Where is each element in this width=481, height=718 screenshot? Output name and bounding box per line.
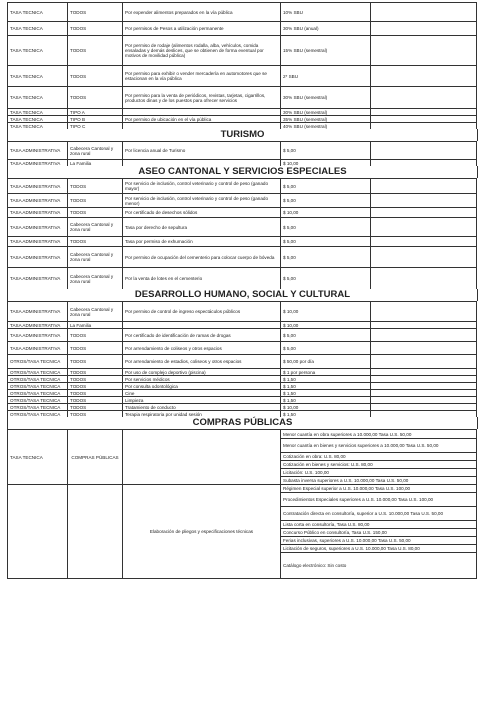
concept-cell: Por uso de complejo deportivo (piscina) [123, 369, 281, 376]
zone-cell: TODOS [68, 194, 123, 208]
concept-cell: Tasa por derecho de sepultura [123, 218, 281, 237]
tax-type-cell: OTROS/TASA TECNICA [8, 397, 68, 404]
table-row [8, 22, 477, 36]
notes-cell [371, 109, 477, 116]
fee-item-cell: Catálogo electrónico: Sin costo [281, 553, 477, 579]
tax-type-cell: TASA ADMINISTRATIVA [8, 179, 68, 194]
zone-cell: La Familia [68, 322, 123, 329]
zone-cell: Cabecera Cantonal y zona rural [68, 247, 123, 268]
fee-item-cell: Licitación de seguros, superiores a U.S. 10.000,00 Tasa U.S. 80,00 [281, 545, 477, 553]
tax-type-cell: OTROS/TASA TECNICA [8, 355, 68, 369]
amount-cell: $ 1,50 [281, 411, 371, 418]
amount-cell: 30% SBU (semestral) [281, 87, 371, 109]
concept-cell: Cine [123, 390, 281, 397]
tax-type-cell: TASA TECNICA [8, 3, 68, 22]
zone-cell: TODOS [68, 390, 123, 397]
table-row [8, 116, 477, 123]
zone-cell: TIPO C [68, 123, 123, 130]
amount-cell: $ 1,50 [281, 376, 371, 383]
concept-cell: Por permiso de ocupación del cementerio para colocar cuerpo de bóveda [123, 247, 281, 268]
amount-cell: 40% SBU (semestral) [281, 123, 371, 130]
table-row [8, 390, 477, 397]
amount-cell: 2* SBU [281, 66, 371, 87]
table-row [8, 383, 477, 390]
amount-cell: $ 10,00 [281, 404, 371, 411]
table-row [8, 3, 477, 22]
table-row [8, 109, 477, 116]
amount-cell: $ 5,00 [281, 142, 371, 160]
amount-cell: $ 5,00 [281, 247, 371, 268]
concept-cell [123, 109, 281, 116]
concept-cell: Por permiso de rodaje (alimentos rodalla, alba, vehículos, comida ensaladas y demás deslices, que se obtienen de forma eventual por motivos de movilidad pública) [123, 36, 281, 66]
table-row [8, 322, 477, 329]
concept-cell: Por servicio de inclusión, control veterinario y control de peso (ganado mayor) [123, 179, 281, 194]
amount-cell: $ 5,00 [281, 342, 371, 355]
zone-cell: TIPO A [68, 109, 123, 116]
fee-table [7, 178, 477, 290]
amount-cell: $ 50,00 por día [281, 355, 371, 369]
notes-cell [371, 322, 477, 329]
section-heading: TURISMO [7, 129, 478, 141]
table-row [8, 355, 477, 369]
amount-cell: $ 5,00 [281, 268, 371, 290]
concept-cell: Por permiso para exhibir o vender mercadería en automotores que se estacionan en la vía pública [123, 66, 281, 87]
notes-cell [371, 22, 477, 36]
concept-cell: Por la venta de lotes en el cementerio [123, 268, 281, 290]
table-row [8, 342, 477, 355]
table-row [8, 194, 477, 208]
amount-cell: $ 1,50 [281, 397, 371, 404]
fee-item-cell: Régimen Especial superior a U.S. 10.000,00 Tasa U.S. 100,00 [281, 485, 477, 493]
table-row [8, 485, 477, 493]
table-row [8, 36, 477, 66]
notes-cell [371, 342, 477, 355]
fee-item-cell: Menor cuantía en bienes y servicios superiores a 10.000,00 Tasa U.S. 50,00 [281, 439, 477, 453]
amount-cell: 30% SBU (anual) [281, 22, 371, 36]
concept-cell: Por permiso de ubicación en el vía pública [123, 116, 281, 123]
amount-cell: $ 10,00 [281, 160, 371, 167]
tax-type-cell: TASA TECNICA [8, 116, 68, 123]
concept-cell: Por permisos de Pesos a utilización permanente [123, 22, 281, 36]
zone-cell: TODOS [68, 22, 123, 36]
zone-cell: TODOS [68, 208, 123, 218]
zone-cell: TODOS [68, 237, 123, 247]
category-cell: COMPRAS PÚBLICAS [68, 430, 123, 485]
amount-cell: $ 5,00 [281, 329, 371, 342]
concept-cell: Tasa por permiso de exhumación [123, 237, 281, 247]
concept-cell: Por arrendamiento de estadios, coliseos y otros espacios [123, 355, 281, 369]
notes-cell [371, 404, 477, 411]
table-row [8, 376, 477, 383]
table-row [8, 237, 477, 247]
blank-cell [123, 430, 281, 485]
fee-item-cell: Menor cuantía en obra superiores a 10.000,00 Tasa U.S. 50,00 [281, 430, 477, 439]
amount-cell: 10% SBU [281, 3, 371, 22]
notes-cell [371, 208, 477, 218]
zone-cell: TODOS [68, 329, 123, 342]
notes-cell [371, 355, 477, 369]
concept-cell: Por servicios médicos [123, 376, 281, 383]
fee-item-cell: Cotización en obra: U.S. 80,00 [281, 453, 477, 461]
table-row [8, 369, 477, 376]
fee-item-cell: Lista corta en consultoría, Tasa U.S. 80,00 [281, 521, 477, 529]
section-heading: ASEO CANTONAL Y SERVICIOS ESPECIALES [7, 166, 478, 178]
table-row [8, 208, 477, 218]
notes-cell [371, 179, 477, 194]
zone-cell: TODOS [68, 383, 123, 390]
zone-cell: Cabecera Cantonal y zona rural [68, 142, 123, 160]
zone-cell: La Familia [68, 160, 123, 167]
fee-item-cell: Procedimientos Especiales superiores a U.S. 10.000,00 Tasa U.S. 100,00 [281, 493, 477, 507]
notes-cell [371, 36, 477, 66]
concept-cell: Limpieza [123, 397, 281, 404]
notes-cell [371, 268, 477, 290]
tax-type-cell: OTROS/TASA TECNICA [8, 390, 68, 397]
zone-cell: TODOS [68, 404, 123, 411]
notes-cell [371, 3, 477, 22]
concept-cell [123, 322, 281, 329]
table-row [8, 329, 477, 342]
tax-type-cell: TASA ADMINISTRATIVA [8, 322, 68, 329]
tax-type-cell: TASA TECNICA [8, 36, 68, 66]
tax-type-cell: TASA ADMINISTRATIVA [8, 208, 68, 218]
zone-cell: TODOS [68, 3, 123, 22]
tax-type-cell: OTROS/TASA TECNICA [8, 383, 68, 390]
blank-cell [68, 485, 123, 579]
tax-type-cell: TASA TECNICA [8, 109, 68, 116]
concept-cell: Terapia respiratoria por unidad sesión [123, 411, 281, 418]
concept-cell: Por licencia anual de Turismo [123, 142, 281, 160]
table-row [8, 268, 477, 290]
amount-cell: 35% SBU (semestral) [281, 116, 371, 123]
table-row [8, 430, 477, 439]
tax-type-cell: TASA TECNICA [8, 430, 68, 485]
tax-type-cell: TASA ADMINISTRATIVA [8, 218, 68, 237]
zone-cell: TODOS [68, 342, 123, 355]
notes-cell [371, 329, 477, 342]
fee-item-cell: Contratación directa en consultoría, superior a U.S. 10.000,00 Tasa U.S. 50,00 [281, 507, 477, 521]
notes-cell [371, 390, 477, 397]
fee-item-cell: Licitación: U.S. 100,00 [281, 469, 477, 477]
amount-cell: $ 5,00 [281, 237, 371, 247]
tax-type-cell: OTROS/TASA TECNICA [8, 404, 68, 411]
table-row [8, 218, 477, 237]
concept-cell: Por certificado de identificación de ramas de drogas [123, 329, 281, 342]
zone-cell: Cabecera Cantonal y zona rural [68, 218, 123, 237]
fee-item-cell: Cotización en bienes y servicios: U.S. 80,00 [281, 461, 477, 469]
zone-cell: TODOS [68, 36, 123, 66]
tax-type-cell: TASA TECNICA [8, 66, 68, 87]
notes-cell [371, 218, 477, 237]
concept-cell: Por arrendamiento de coliseos y otros espacios [123, 342, 281, 355]
blank-cell [8, 485, 68, 579]
amount-cell: 30% SBU (semestral) [281, 109, 371, 116]
concept-cell: Por expender alimentos preparados en la vía pública [123, 3, 281, 22]
tax-type-cell: OTROS/TASA TECNICA [8, 369, 68, 376]
fee-item-cell: Subasta inversa superiores a U.S. 10.000,00 Tasa U.S. 50,00 [281, 477, 477, 485]
concept-cell: Por certificado de desechos sólidos [123, 208, 281, 218]
notes-cell [371, 397, 477, 404]
table-row [8, 179, 477, 194]
tax-type-cell: TASA TECNICA [8, 22, 68, 36]
tax-type-cell: TASA ADMINISTRATIVA [8, 142, 68, 160]
fee-table [7, 141, 477, 167]
procedure-cell: Elaboración de pliegos y especificaciones técnicas [123, 485, 281, 579]
tax-type-cell: TASA ADMINISTRATIVA [8, 329, 68, 342]
concept-cell: Por consulta odontológica [123, 383, 281, 390]
tax-type-cell: OTROS/TASA TECNICA [8, 376, 68, 383]
concept-cell: Por permiso de control de ingreso espectáculos públicos [123, 302, 281, 322]
tax-type-cell: TASA ADMINISTRATIVA [8, 302, 68, 322]
notes-cell [371, 142, 477, 160]
zone-cell: TODOS [68, 179, 123, 194]
amount-cell: $ 5,00 [281, 218, 371, 237]
notes-cell [371, 237, 477, 247]
notes-cell [371, 383, 477, 390]
amount-cell: $ 10,00 [281, 322, 371, 329]
zone-cell: TODOS [68, 397, 123, 404]
fee-item-cell: Ferias inclusivas, superiores a U.S. 10.000,00 Tasa U.S. 50,00 [281, 537, 477, 545]
notes-cell [371, 369, 477, 376]
table-row [8, 247, 477, 268]
notes-cell [371, 87, 477, 109]
table-row [8, 142, 477, 160]
table-row [8, 66, 477, 87]
zone-cell: Cabecera Cantonal y zona rural [68, 302, 123, 322]
zone-cell: TODOS [68, 87, 123, 109]
tax-type-cell: TASA ADMINISTRATIVA [8, 237, 68, 247]
amount-cell: $ 1,50 [281, 383, 371, 390]
amount-cell: $ 5,00 [281, 194, 371, 208]
compras-table [7, 429, 477, 579]
table-row [8, 87, 477, 109]
tax-type-cell: TASA ADMINISTRATIVA [8, 268, 68, 290]
concept-cell: Por servicio de inclusión, control veterinario y control de peso (ganado menor) [123, 194, 281, 208]
concept-cell: Por permiso para la venta de periódicos, revistas, tarjetas, cigarrillos, productos dinas y de los puestos para ofrecer servicios [123, 87, 281, 109]
zone-cell: TODOS [68, 66, 123, 87]
notes-cell [371, 194, 477, 208]
fee-table [7, 301, 477, 418]
amount-cell: $ 1 por persona [281, 369, 371, 376]
zone-cell: TODOS [68, 411, 123, 418]
tax-type-cell: OTROS/TASA TECNICA [8, 411, 68, 418]
table-row [8, 404, 477, 411]
zone-cell: TODOS [68, 369, 123, 376]
tax-type-cell: TASA TECNICA [8, 123, 68, 130]
amount-cell: $ 10,00 [281, 302, 371, 322]
concept-cell: Tratamiento de conducto [123, 404, 281, 411]
amount-cell: $ 5,00 [281, 179, 371, 194]
notes-cell [371, 247, 477, 268]
zone-cell: TODOS [68, 376, 123, 383]
zone-cell: Cabecera Cantonal y zona rural [68, 268, 123, 290]
notes-cell [371, 66, 477, 87]
table-row [8, 397, 477, 404]
amount-cell: $ 10,00 [281, 208, 371, 218]
tax-type-cell: TASA ADMINISTRATIVA [8, 194, 68, 208]
fee-table [7, 2, 477, 130]
fee-item-cell: Concurso Público en consultoría, Tasa U.S. 150,00 [281, 529, 477, 537]
notes-cell [371, 376, 477, 383]
tax-type-cell: TASA ADMINISTRATIVA [8, 160, 68, 167]
zone-cell: TIPO B [68, 116, 123, 123]
section-heading: COMPRAS PÚBLICAS [7, 417, 478, 429]
amount-cell: $ 1,50 [281, 390, 371, 397]
tax-type-cell: TASA ADMINISTRATIVA [8, 342, 68, 355]
tax-type-cell: TASA ADMINISTRATIVA [8, 247, 68, 268]
notes-cell [371, 302, 477, 322]
section-heading: DESARROLLO HUMANO, SOCIAL Y CULTURAL [7, 289, 478, 301]
tax-type-cell: TASA TECNICA [8, 87, 68, 109]
table-row [8, 302, 477, 322]
notes-cell [371, 116, 477, 123]
amount-cell: 15% SBU (semestral) [281, 36, 371, 66]
zone-cell: TODOS [68, 355, 123, 369]
